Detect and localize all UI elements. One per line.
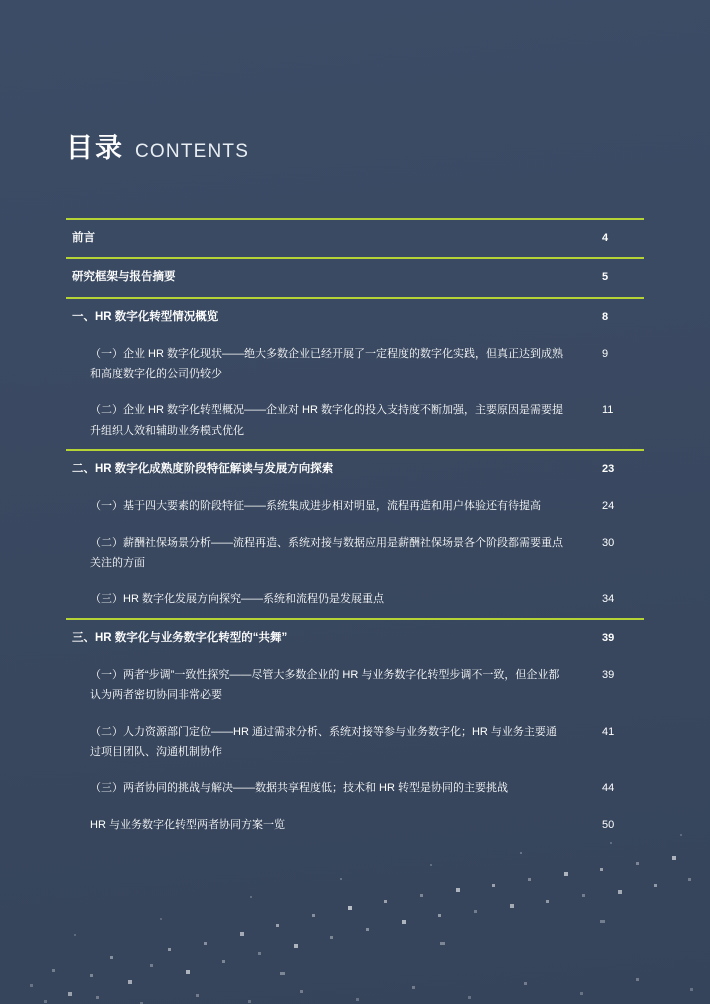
toc-entry-label: （一）两者“步调”一致性探究——尽管大多数企业的 HR 与业务数字化转型步调不一致，但企业都认为两者密切协同非常必要: [90, 669, 560, 702]
toc-entry-page-number: 34: [602, 593, 615, 606]
toc-entry[interactable]: [66, 525, 644, 582]
toc-entry-label: HR 与业务数字化转型两者协同方案一览: [90, 818, 285, 831]
toc-entry-label: 二、HR 数字化成熟度阶段特征解读与发展方向探索: [72, 463, 334, 476]
toc-entry-page-number: 30: [602, 536, 615, 549]
toc-entry-label: （二）人力资源部门定位——HR 通过需求分析、系统对接等参与业务数字化；HR 与业务主要通过项目团队、沟通机制协作: [90, 725, 557, 759]
toc-entry[interactable]: [66, 336, 644, 393]
toc-entry-label: （一）企业 HR 数字化现状——绝大多数企业已经开展了一定程度的数字化实践，但真正达到成熟和高度数字化的公司仍较少: [90, 347, 563, 381]
toc-entry-page-number: 8: [602, 310, 609, 323]
toc-entry-page-number: 39: [602, 631, 615, 644]
toc-entry-label: （二）企业 HR 数字化转型概况——企业对 HR 数字化的投入支持度不断加强，主要原因是需要提升组织人效和辅助业务模式优化: [90, 404, 563, 437]
toc-entry-label: 前言: [72, 232, 95, 244]
toc-entry[interactable]: [66, 714, 644, 771]
toc-entry[interactable]: [66, 770, 644, 806]
toc-entry-page-number: 24: [602, 500, 615, 513]
toc-entry[interactable]: [66, 392, 644, 449]
toc-entry[interactable]: [66, 488, 644, 524]
toc-entry-label: 一、HR 数字化转型情况概览: [72, 310, 219, 323]
toc-entry[interactable]: [66, 259, 644, 296]
toc-entry-page-number: 11: [602, 404, 614, 417]
toc-entry-label: 研究框架与报告摘要: [72, 271, 176, 284]
page-title-en: CONTENTS: [135, 141, 250, 162]
page-title: [66, 126, 249, 165]
toc-entry-page-number: 5: [602, 271, 609, 284]
toc-entry[interactable]: [66, 451, 644, 488]
toc-entry-page-number: 9: [602, 347, 609, 360]
toc-entry-label: 三、HR 数字化与业务数字化转型的“共舞”: [72, 631, 288, 644]
toc-entry-label: （一）基于四大要素的阶段特征——系统集成进步相对明显，流程再造和用户体验还有待提高: [90, 500, 541, 513]
toc-entry[interactable]: [66, 299, 644, 336]
toc-entry[interactable]: [66, 220, 644, 257]
toc-entry-page-number: 39: [602, 669, 615, 682]
toc-entry-label: （三）HR 数字化发展方向探究——系统和流程仍是发展重点: [90, 593, 384, 606]
toc-entry-page-number: 50: [602, 818, 615, 831]
table-of-contents: [66, 218, 644, 843]
toc-entry[interactable]: [66, 807, 644, 843]
page-title-cn: 目录: [66, 133, 124, 163]
toc-entry-page-number: 44: [602, 782, 615, 795]
toc-entry-label: （三）两者协同的挑战与解决——数据共享程度低；技术和 HR 转型是协同的主要挑战: [90, 782, 508, 795]
toc-entry-page-number: 4: [602, 232, 609, 244]
toc-entry[interactable]: [66, 581, 644, 617]
toc-entry-page-number: 23: [602, 463, 615, 476]
toc-entry[interactable]: [66, 657, 644, 714]
toc-entry-label: （二）薪酬社保场景分析——流程再造、系统对接与数据应用是薪酬社保场景各个阶段都需要重点关注的方面: [90, 536, 563, 570]
toc-entry[interactable]: [66, 620, 644, 657]
toc-entry-page-number: 41: [602, 725, 615, 738]
